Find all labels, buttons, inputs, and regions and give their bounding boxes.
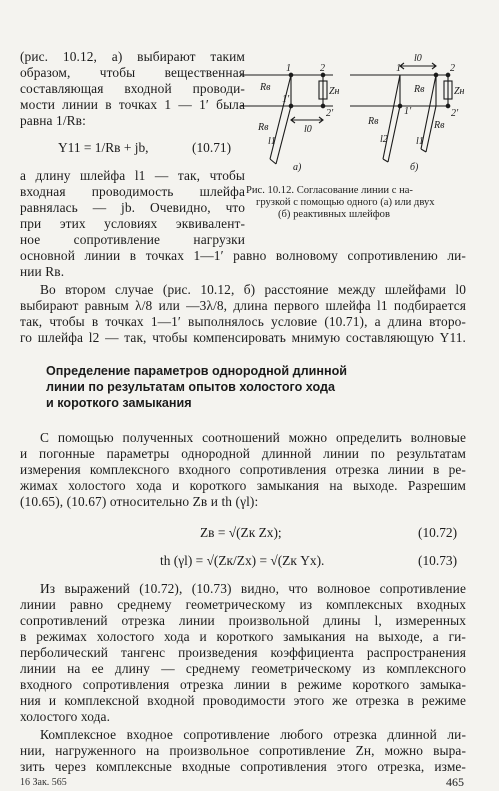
label-node-1: 1 xyxy=(396,63,401,74)
label-part-b: б) xyxy=(410,162,419,173)
label-l0: l0 xyxy=(414,53,422,64)
text-line: входного сопротивления отрезка линии в режиме короткого замыка- xyxy=(20,677,466,692)
text-line: ния и комплексной входной проводимости этого же отрезка в режиме xyxy=(20,693,466,708)
label-node-2: 2 xyxy=(450,63,455,74)
label-part-a: а) xyxy=(293,162,302,173)
footer-signature: 16 Зак. 565 xyxy=(20,777,67,788)
text-line: перболический тангенс произведения коэффициента распространения xyxy=(20,645,466,660)
label-node-1p: 1′ xyxy=(404,106,412,117)
text-line: так, чтобы в точках 1—1′ выполнялось условие (10.71), а длина второ- xyxy=(20,314,466,329)
text-line: зить через комплексные входные сопротивления этого отрезка, изме- xyxy=(20,759,466,774)
text-line: Комплексное входное сопротивление любого отрезка длинной ли- xyxy=(40,727,466,742)
label-rv: Rв xyxy=(414,84,425,95)
text-line: сопротивлений отрезка линии произвольной длины l, измеренных xyxy=(20,613,466,628)
figure-part-b xyxy=(350,63,452,162)
text-line: входная проводимость шлейфа xyxy=(20,184,245,199)
label-zn: Zн xyxy=(454,86,465,97)
label-l1: l1 xyxy=(268,136,276,147)
text-line: линии равно среднему геометрическому из комплексных входных xyxy=(20,597,466,612)
text-line: Из выражений (10.72), (10.73) видно, что волновое сопротивление xyxy=(40,581,466,596)
label-node-1p: 1′ xyxy=(282,94,290,105)
caption-line: грузкой с помощью одного (а) или двух xyxy=(256,197,435,208)
text-line: в режимах холостого хода и короткого замыкания на выходе, а ги- xyxy=(20,629,466,644)
label-rv: Rв xyxy=(260,82,271,93)
text-line: Во втором случае (рис. 10.12, б) расстояние между шлейфами l0 xyxy=(40,282,466,297)
text-line: линии на ее длину — среднему геометрическому из комплексного xyxy=(20,661,466,676)
equation-10-71: Y11 = 1/Rв + jb, xyxy=(58,140,149,155)
intro-line: составляющая входной проводи- xyxy=(20,81,245,96)
label-rv: Rв xyxy=(434,120,445,131)
text-line: го шлейфа l2 — так, чтобы компенсировать мнимую составляющую Y11. xyxy=(20,330,466,345)
text-line: холостого хода. xyxy=(20,709,111,724)
text-line: нии, нагруженного на произвольное сопротивление Zн, можно выра- xyxy=(20,743,466,758)
heading-line: линии по результатам опытов холостого хода xyxy=(46,380,336,394)
figure-10-12 xyxy=(238,44,478,204)
text-line: при этих условиях эквивалент- xyxy=(20,216,245,231)
figure-part-a xyxy=(240,73,333,164)
label-zn: Zн xyxy=(329,86,340,97)
text-line: измерения комплексного входного сопротивления отрезка линии в ре- xyxy=(20,462,466,477)
equation-10-73: th (γl) = √(Zк/Zх) = √(Zк Yх). xyxy=(160,553,325,568)
equation-number: (10.72) xyxy=(418,525,458,540)
label-node-1: 1 xyxy=(286,63,291,74)
label-node-2p: 2′ xyxy=(326,108,334,119)
text-line: С помощью полученных соотношений можно определить волновые xyxy=(40,430,466,445)
page-number: 465 xyxy=(446,775,464,789)
text-line: нии Rв. xyxy=(20,264,65,279)
label-node-2p: 2′ xyxy=(451,108,459,119)
intro-line: равна 1/Rв: xyxy=(20,113,86,128)
equation-number: (10.71) xyxy=(192,140,232,155)
label-l0: l0 xyxy=(304,124,312,135)
label-node-2: 2 xyxy=(320,63,325,74)
text-line: равнялась — jb. Очевидно, что xyxy=(20,200,245,215)
text-line: (10.65), (10.67) относительно Zв и th (γl): xyxy=(20,494,259,509)
label-rv: Rв xyxy=(258,122,269,133)
equation-number: (10.73) xyxy=(418,553,458,568)
text-line: а длину шлейфа l1 — так, чтобы xyxy=(20,168,245,183)
intro-line: образом, чтобы вещественная xyxy=(20,65,245,80)
caption-line: Рис. 10.12. Согласование линии с на- xyxy=(246,185,413,196)
heading-line: и короткого замыкания xyxy=(46,396,192,410)
text-line: основной линии в точках 1—1′ равно волновому сопротивлению ли- xyxy=(20,248,466,263)
text-line: и погонные параметры однородной длинной линии по результатам xyxy=(20,446,466,461)
heading-line: Определение параметров однородной длинной xyxy=(46,364,348,378)
text-line: ное сопротивление нагрузки xyxy=(20,232,245,247)
intro-line: мости линии в точках 1 — 1′ была xyxy=(20,97,245,112)
label-l2: l2 xyxy=(380,134,388,145)
caption-line: (б) реактивных шлейфов xyxy=(278,209,390,220)
equation-10-72: Zв = √(Zк Zх); xyxy=(200,525,282,540)
label-rv: Rв xyxy=(368,116,379,127)
label-l1: l1 xyxy=(416,136,424,147)
text-line: выбирают равным λ/8 или —3λ/8, длина первого шлейфа l1 подбирается xyxy=(20,298,466,313)
text-line: жимах холостого хода и короткого замыкания на выходе. Разрешим xyxy=(20,478,466,493)
intro-line: (рис. 10.12, а) выбирают таким xyxy=(20,49,245,64)
